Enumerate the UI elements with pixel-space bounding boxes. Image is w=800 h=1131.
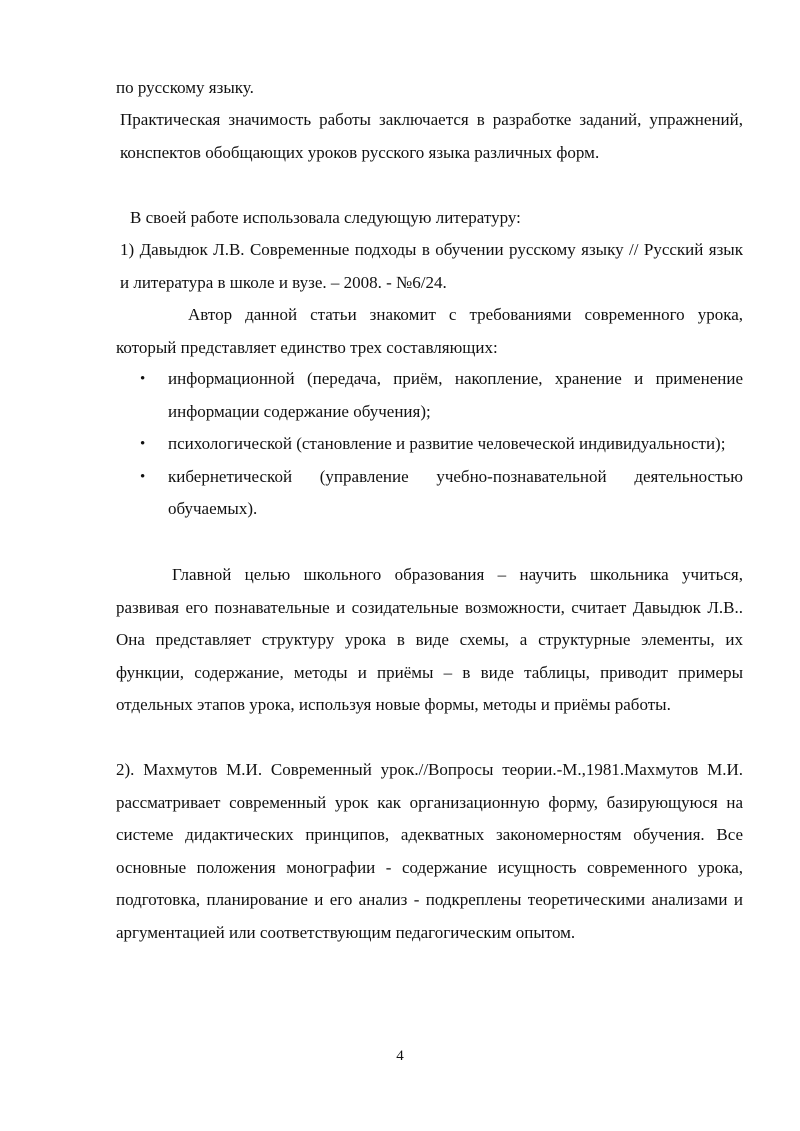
reference-2: 2). Махмутов М.И. Современный урок.//Вопросы теории.-М.,1981.Махмутов М.И. рассматривает современный урок как организационную форму, базирующуюся на системе дидактических принципов, адекватных закономерностям обучения. Все основные положения монографии - содержание исущность современного урока, подготовка, планирование и его анализ - подкреплены теоретическими анализами и аргументацией или соответствующим педагогическим опытом. bbox=[116, 760, 743, 942]
bullet-text: психологической (становление и развитие человеческой индивидуальности); bbox=[168, 434, 726, 453]
bullet-text: кибернетической (управление учебно-познавательной деятельностью обучаемых). bbox=[168, 466, 743, 518]
bullet-icon: • bbox=[140, 468, 146, 485]
reference-1: 1) Давыдюк Л.В. Современные подходы в обучении русскому языку // Русский язык и литература в школе и вузе. – 2008. - №6/24. bbox=[120, 240, 743, 292]
paragraph-intro-line: по русскому языку. bbox=[116, 78, 254, 97]
bullet-item-cybernetic bbox=[140, 461, 743, 526]
bullet-icon: • bbox=[140, 436, 146, 452]
bullet-text: информационной (передача, приём, накопление, хранение и применение информации содержание обучения); bbox=[168, 369, 743, 421]
paragraph-reference-1-summary: Автор данной статьи знакомит с требованиями современного урока, который представляет единство трех составляющих: bbox=[116, 305, 743, 357]
bullet-item-psychological bbox=[140, 428, 743, 461]
paragraph-practical-significance: Практическая значимость работы заключается в разработке заданий, упражнений, конспектов обобщающих уроков русского языка различных форм. bbox=[120, 110, 743, 162]
paragraph-literature-intro: В своей работе использовала следующую литературу: bbox=[130, 208, 521, 227]
page-number: 4 bbox=[396, 1048, 404, 1064]
bullet-icon: • bbox=[140, 371, 146, 387]
paragraph-main-goal: Главной целью школьного образования – научить школьника учиться, развивая его познавательные и созидательные возможности, считает Давыдюк Л.В.. Она представляет структуру урока в виде схемы, а структурные элементы, их функции, содержание, методы и приёмы – в виде таблицы, приводит примеры отдельных этапов урока, используя новые формы, методы и приёмы работы. bbox=[116, 565, 743, 714]
components-bullet-list bbox=[140, 363, 743, 526]
bullet-item-informational bbox=[140, 363, 743, 428]
